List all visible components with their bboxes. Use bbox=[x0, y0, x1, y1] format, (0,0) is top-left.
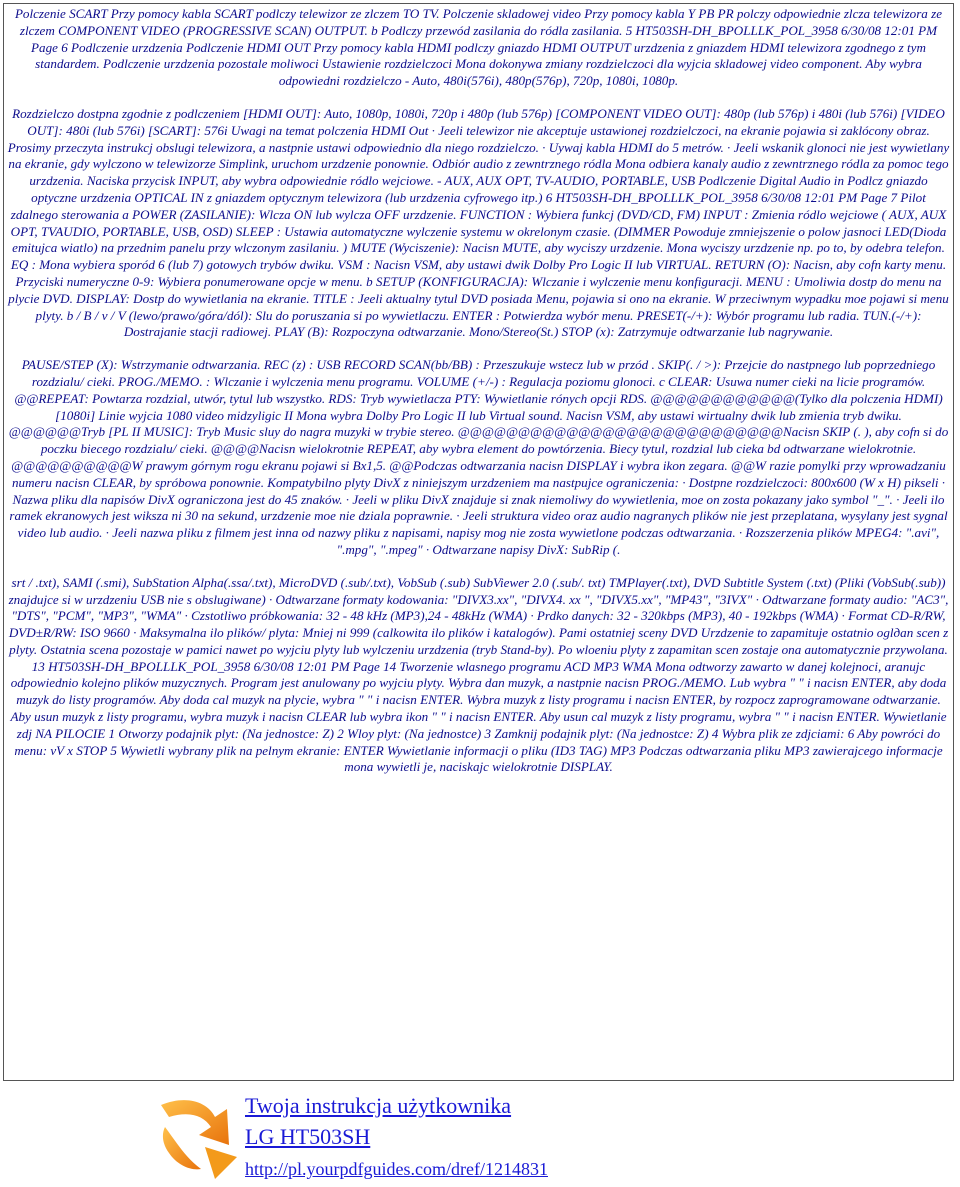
paragraph: Polczenie SCART Przy pomocy kabla SCART podlczy telewizor ze zlczem TO TV. Polczenie skladowej video Przy pomocy kabla Y PB PR polczy odpowiednie zlcza telewizora ze zlczem COMPONENT VIDEO (PROGRESSIVE SCAN) OUTPUT. b Podlczy przewód zasilania do ródla zasilania. 5 HT503SH-DH_BPOLLLK_POL_3958 6/30/08 12:01 PM Page 6 Podlczenie urzdzenia Podlczenie HDMI OUT Przy pomocy kabla HDMI podlczy gniazdo HDMI OUTPUT urzdzenia z gniazdem HDMI telewizora zgodnego z tym standardem. Podlczenie urzdzenia pozostale moliwoci Ustawienie rozdzielczoci Mona dokonywa zmiany rozdzielczoci dla wyjcia skladowej video component. Aby wybra odpowiedni rozdzielczo - Auto, 480i(576i), 480p(576p), 720p, 1080i, 1080p. bbox=[14, 6, 943, 89]
url-link[interactable]: http://pl.yourpdfguides.com/dref/1214831 bbox=[245, 1159, 548, 1179]
paragraph: srt / .txt), SAMI (.smi), SubStation Alpha(.ssa/.txt), MicroDVD (.sub/.txt), VobSub (.sub) SubViewer 2.0 (.sub/. txt) TMPlayer(.txt), DVD Subtitle System (.txt) (Pliki (VobSub(.sub)) znajdujce si w urzdzeniu USB nie s obslugiwane) · Odtwarzane formaty kodowania: "DIVX3.xx", "DIVX4. xx ", "DIVX5.xx", "MP43", "3IVX" · Odtwarzane formaty audio: "AC3", "DTS", "PCM", "MP3", "WMA" · Czstotliwo próbkowania: 32 - 48 kHz (MP3),24 - 48kHz (WMA) · Prdko danych: 32 - 320kbps (MP3), 40 - 192kbps (WMA) · Format CD-R/RW, DVD±R/RW: ISO 9660 · Maksymalna ilo plików/ plyta: Mniej ni 999 (calkowita ilo plików i katalogów). Pami ostatniej sceny DVD Urzdzenie to zapamituje ostatnio oglдan scen z plyty. Ostatnia scena pozostaje w pamici nawet po wyjciu plyty lub wylczeniu urzdzenia (tryb Stand-by). Po wloeniu plyty z zapamitan scen zostaje ona automatycznie przywolana. 13 HT503SH-DH_BPOLLLK_POL_3958 6/30/08 12:01 PM Page 14 Tworzenie wlasnego programu ACD MP3 WMA Mona odtworzy zawarto w danej kolejnoci, aranujc odpowiednio kolejno plików muzycznych. Program jest anulowany po wyjciu plyty. Wybra dan muzyk, a nastpnie nacisn PROG./MEMO. Lub wybra " " i nacisn ENTER, aby doda muzyk do listy programów. Aby doda cal muzyk na plycie, wybra " " i nacisn ENTER. Wybra muzyk z listy programu i nacisn ENTER, by rozpocz zaprogramowane odtwarzanie. Aby usun muzyk z listy programu, wybra muzyk i nacisn CLEAR lub wybra ikon " " i nacisn ENTER. Aby usun cal muzyk z listy programu, wybra " " i nacisn ENTER. Wywietlanie zdj NA PILOCIE 1 Otworzy podajnik plyt: (Na jednostce: Z) 2 Wloy plyt: (Na jednostce) 3 Zamknij podajnik plyt: (Na jednostce: Z) 4 Wybra plik ze zdjciami: 6 Aby powróci do menu: vV x STOP 5 Wywietli wybrany plik na pelnym ekranie: ENTER Wywietlanie informacji o pliku (ID3 TAG) MP3 Podczas odtwarzania pliku MP3 zawierajcego informacje mona wywietli je, naciskajc wielokrotnie DISPLAY. bbox=[8, 574, 949, 775]
paragraph: Rozdzielczo dostpna zgodnie z podlczeniem [HDMI OUT]: Auto, 1080p, 1080i, 720p i 480p (lub 576p) [COMPONENT VIDEO OUT]: 480p (lub 576p) i 480i (lub 576i) [VIDEO OUT]: 480i (lub 576i) [SCART]: 576i Uwagi na temat polczenia HDMI Out · Jeeli telewizor nie akceptuje ustawionej rozdzielczoci, na ekranie pojawia si zaklócony obraz. Prosimy przeczyta instrukcj obslugi telewizora, a nastpnie ustawi odpowiednio dla niego rozdzielczo. · Uywaj kabla HDMI do 5 metrów. · Jeeli wskanik glonoci nie jest wywietlany na ekranie, gdy wylczono w telewizorze Simplink, uruchom urzdzenie ponownie. Odbiór audio z zewntrznego ródla Mona odbiera kanaly audio z zewntrznego ródla za pomoc tego urzdzenia. Naciska przycisk INPUT, aby wybra odpowiednie ródlo wejciowe. - AUX, AUX OPT, TV-AUDIO, PORTABLE, USB Podlczenie Digital Audio in Podlcz gniazdo optyczne urzdzenia OPTICAL IN z gniazdem optycznym telewizora (lub urzdzenia cyfrowego itp.) 6 HT503SH-DH_BPOLLLK_POL_3958 6/30/08 12:01 PM Page 7 Pilot zdalnego sterowania a POWER (ZASILANIE): Wlcza ON lub wylcza OFF urzdzenie. FUNCTION : Wybiera funkcj (DVD/CD, FM) INPUT : Zmienia ródlo wejciowe ( AUX, AUX OPT, TVAUDIO, PORTABLE, USB, OSD) SLEEP : Ustawia automatyczne wylczenie systemu w okrelonym czasie. (DIMMER Powoduje zmniejszenie o polow jasnoci LED(Dioda emitujca wiatlo) na przednim panelu przy wlczonym zasilaniu. ) MUTE (Wyciszenie): Nacisn MUTE, aby wyciszy urzdzenie. Mona wyciszy urzdzenie np. po to, by odebra telefon. EQ : Mona wybiera sporód 6 (lub 7) gotowych trybów dwiku. VSM : Nacisn VSM, aby ustawi dwik Dolby Pro Logic II lub VIRTUAL. RETURN (O): Nacisn, aby cofn karty menu. Przyciski numeryczne 0-9: Wybiera ponumerowane opcje w menu. b SETUP (KONFIGURACJA): Wlczanie i wylczenie menu konfiguracji. MENU : Umoliwia dostp do menu na plycie DVD. DISPLAY: Dostp do wywietlania na ekranie. TITLE : Jeeli aktualny tytul DVD posiada Menu, pojawia si ono na ekranie. W przeciwnym wypadku moe pojawi si menu plyty. b / B / v / V (lewo/prawo/góra/dól): Slu do poruszania si po wywietlaczu. ENTER : Potwierdza wybór menu. PRESET(-/+): Wybór programu lub radia. TUN.(-/+): Dostrajanie stacji radiowej. PLAY (B): Rozpoczyna odtwarzanie. Mono/Stereo(St.) STOP (x): Zatrzymuje odtwarzanie lub nagrywanie. bbox=[7, 105, 950, 340]
manual-title-link[interactable]: Twoja instrukcja użytkownika bbox=[245, 1093, 512, 1118]
document-body bbox=[4, 4, 953, 776]
model-link[interactable]: LG HT503SH bbox=[245, 1124, 371, 1149]
footer bbox=[0, 1082, 960, 1187]
document-frame bbox=[3, 3, 954, 1081]
footer-links bbox=[245, 1090, 548, 1182]
paragraph: PAUSE/STEP (X): Wstrzymanie odtwarzania. REC (z) : USB RECORD SCAN(bb/BB) : Przeszukuje wstecz lub w przód . SKIP(. / >): Przejcie do nastpnego lub poprzedniego rozdzialu/ cieki. PROG./MEMO. : Wlczanie i wylczenia menu programu. VOLUME (+/-) : Regulacja poziomu glonoci. c CLEAR: Usuwa numer cieki na licie programów. @@REPEAT: Powtarza rozdzial, utwór, tytul lub wszystko. RDS: Tryb wywietlacza PTY: Wywietlanie rónych opcji RDS. @@@@@@@@@@@@(Tylko dla polczenia HDMI) [1080i] Linie wyjcia 1080 video midzyligic II Mona wybra Dolby Pro Logic II lub Virtual sound. Nacisn VSM, aby ustawi wirtualny dwik lub zmienia tryb dwiku. @@@@@@Tryb [PL II MUSIC]: Tryb Music sluy do nagra muzyki w trybie stereo. @@@@@@@@@@@@@@@@@@@@@@@@@@@Nacisn SKIP (. ), aby cofn si do poczku biecego rozdzialu/ cieki. @@@@Nacisn wielokrotnie REPEAT, aby wybra element do powtórzenia. Biecy tytul, rozdzial lub cieka bd odtwarzane wielokrotnie. @@@@@@@@@@W prawym górnym rogu ekranu pojawi si Bx1,5. @@Podczas odtwarzania nacisn DISPLAY i wybra ikon zegara. @@W razie pomylki przy wprowadzaniu numeru nacisn CLEAR, by spróbowa ponownie. Kompatybilno plyty DivX z niniejszym urzdzeniem ma nastpujce ograniczenia: · Dostpne rozdzielczoci: 800x600 (W x H) pikseli · Nazwa pliku dla napisów DivX ograniczona jest do 45 znaków. · Jeeli w pliku DivX znajduje si znak niemoliwy do wywietlenia, moe on zosta pokazany jako symbol "_". · Jeeli ilo ramek ekranowych jest wiksza ni 30 na sekund, urzdzenie moe nie dziala poprawnie. · Jeeli struktura video oraz audio nagranych plików nie jest przeplatana, wysylany jest sygnal video lub audio. · Jeeli nazwa pliku z filmem jest inna od nazwy pliku z napisami, napisy mog nie zosta wywietlone podczas odtwarzania. · Rozszerzenia plików MPEG4: ".avi", ".mpg", ".mpeg" · Odtwarzane napisy DivX: SubRip (. bbox=[8, 357, 949, 557]
arrow-logo-icon bbox=[155, 1087, 245, 1182]
